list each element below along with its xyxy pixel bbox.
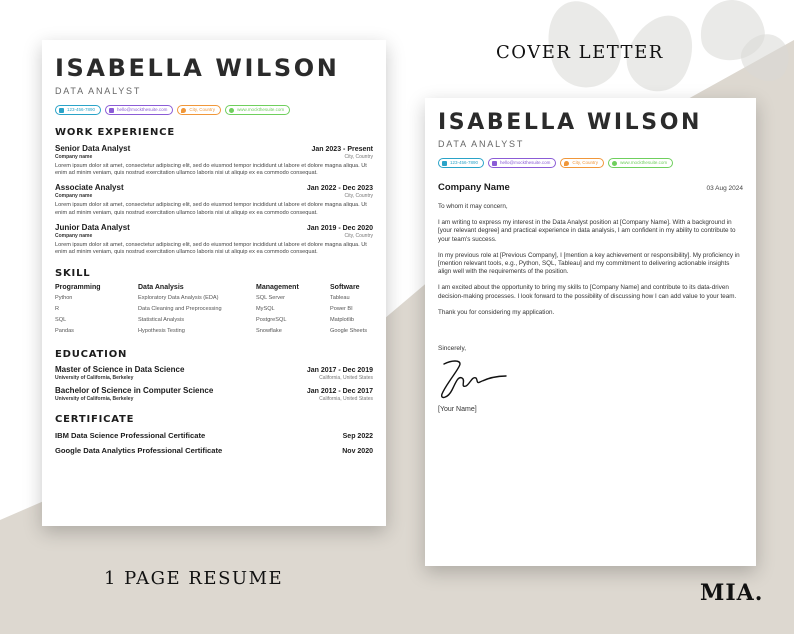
location-pin-icon xyxy=(564,161,569,166)
skill-heading: SKILL xyxy=(55,268,91,280)
degree-title: Bachelor of Science in Computer Science xyxy=(55,386,214,396)
skill-column xyxy=(330,284,373,337)
education-dates: Jan 2012 - Dec 2017 xyxy=(306,388,373,396)
location-contact: City, Country xyxy=(177,105,221,115)
education-header-row xyxy=(55,365,373,374)
letter-company-name: Company Name xyxy=(438,182,510,193)
skill-item: Python xyxy=(55,295,73,302)
email-contact: hello@mockthesuite.com xyxy=(488,158,556,168)
skill-item: Power BI xyxy=(330,306,353,313)
school-location: California, United States xyxy=(319,375,373,382)
job-header-row xyxy=(55,223,373,232)
job-dates: Jan 2023 - Present xyxy=(311,146,373,153)
job-meta-row xyxy=(55,153,373,160)
job-dates: Jan 2022 - Dec 2023 xyxy=(306,185,373,193)
skill-item: Tableau xyxy=(330,295,350,302)
job-header-row xyxy=(55,183,373,192)
education-dates: Jan 2017 - Dec 2019 xyxy=(306,367,373,375)
work-experience-heading: WORK EXPERIENCE xyxy=(55,127,175,138)
signature-image xyxy=(438,354,518,402)
certificate-date: Sep 2022 xyxy=(342,433,373,441)
certificate-row xyxy=(55,431,373,440)
skill-item: Statistical Analysis xyxy=(138,317,185,324)
website-contact: www.mockthesuite.com xyxy=(225,105,290,115)
phone-contact: 123-456-7890 xyxy=(438,158,484,168)
education-meta-row xyxy=(55,374,373,381)
one-page-resume-label: 1 PAGE RESUME xyxy=(104,568,284,589)
mail-icon xyxy=(109,108,114,113)
job-title: Associate Analyst xyxy=(55,183,124,193)
skills-grid xyxy=(55,284,373,337)
skill-category: Data Analysis xyxy=(138,284,184,292)
school-name: University of California, Berkeley xyxy=(55,396,134,403)
education-entry xyxy=(55,386,373,402)
letter-role: DATA ANALYST xyxy=(438,139,525,149)
job-meta-row xyxy=(55,192,373,199)
contact-bar xyxy=(438,158,743,168)
resume-page xyxy=(42,40,386,526)
school-name: University of California, Berkeley xyxy=(55,375,134,382)
skill-column xyxy=(138,284,256,337)
skill-category: Management xyxy=(256,284,299,292)
skill-item: Pandas xyxy=(55,328,74,335)
skill-item: Snowflake xyxy=(256,328,282,335)
skill-item: Google Sheets xyxy=(330,328,368,335)
letter-name: ISABELLA WILSON xyxy=(438,110,703,135)
skill-item: PostgreSQL xyxy=(256,317,287,324)
job-title: Junior Data Analyst xyxy=(55,222,130,232)
letter-paragraph: In my previous role at [Previous Company], I [mention a key achievement or responsibility]. My proficiency in [mention relevant tools, e.g., Python, SQL, Tableau] and my commitment to delivering actionable insights align well with the requirements of the position. xyxy=(438,251,740,276)
skill-item: SQL xyxy=(55,317,67,324)
website-contact: www.mockthesuite.com xyxy=(608,158,673,168)
certificate-heading: CERTIFICATE xyxy=(55,414,135,426)
job-location: City, Country xyxy=(344,193,373,200)
job-title: Senior Data Analyst xyxy=(55,144,131,153)
skill-item: Hypothesis Testing xyxy=(138,328,185,335)
email-contact: hello@mockthesuite.com xyxy=(105,105,173,115)
job-meta-row xyxy=(55,232,373,239)
job-location: City, Country xyxy=(344,154,373,160)
location-contact: City, Country xyxy=(560,158,604,168)
job-description: Lorem ipsum dolor sit amet, consectetur adipiscing elit, sed do eiusmod tempor incididunt ut labore et dolore magna aliqua. Ut enim ad minim veniam, quis nostrud exercitation ullamco laboris nisi ut aliquip ex ea commodo consequat. xyxy=(55,241,367,256)
skill-item: Matplotlib xyxy=(330,317,354,324)
phone-icon xyxy=(59,108,64,113)
resume-name: ISABELLA WILSON xyxy=(55,54,340,82)
certificate-date: Nov 2020 xyxy=(342,448,373,456)
cover-letter-page xyxy=(425,98,756,566)
education-heading: EDUCATION xyxy=(55,349,128,361)
skill-item: R xyxy=(55,306,60,313)
certificate-name: IBM Data Science Professional Certificate xyxy=(55,431,206,441)
skill-item: Data Cleaning and Preprocessing xyxy=(138,306,222,313)
contact-bar xyxy=(55,105,373,115)
phone-contact: 123-456-7890 xyxy=(55,105,101,115)
letter-paragraph: Thank you for considering my application. xyxy=(438,308,555,316)
job-dates: Jan 2019 - Dec 2020 xyxy=(306,224,373,232)
skill-item: MySQL xyxy=(256,306,275,313)
letter-date: 03 Aug 2024 xyxy=(706,185,743,192)
job-entry xyxy=(55,223,373,256)
skill-column xyxy=(256,284,330,337)
degree-title: Master of Science in Data Science xyxy=(55,365,185,375)
school-location: California, United States xyxy=(319,396,373,403)
certificate-row xyxy=(55,446,373,455)
job-location: City, Country xyxy=(344,232,373,239)
certificate-name: Google Data Analytics Professional Certificate xyxy=(55,446,223,456)
skill-category: Programming xyxy=(55,284,101,292)
letter-paragraph: I am writing to express my interest in the Data Analyst position at [Company Name]. With a background in [your relevant degree] and practical experience in data analysis, I am confident in my ability to contribute to your team's success. xyxy=(438,219,736,243)
job-header-row xyxy=(55,144,373,153)
cover-letter-label: COVER LETTER xyxy=(496,42,664,63)
link-icon xyxy=(612,161,617,166)
job-entry xyxy=(55,144,373,177)
resume-role: DATA ANALYST xyxy=(55,86,142,96)
skill-category: Software xyxy=(330,284,360,292)
mail-icon xyxy=(492,161,497,166)
brand-logo: MIA. xyxy=(700,580,764,606)
skill-item: SQL Server xyxy=(256,295,286,302)
job-description: Lorem ipsum dolor sit amet, consectetur adipiscing elit, sed do eiusmod tempor incididunt ut labore et dolore magna aliqua. Ut enim ad minim veniam, quis nostrud exercitation ullamco laboris nisi ut aliquip ex ea commodo consequat. xyxy=(55,202,367,216)
job-company: Company name xyxy=(55,232,93,239)
phone-icon xyxy=(442,161,447,166)
skill-item: Exploratory Data Analysis (EDA) xyxy=(138,295,219,302)
letter-greeting: To whom it may concern, xyxy=(438,203,508,210)
skill-column xyxy=(55,284,138,337)
link-icon xyxy=(229,108,234,113)
job-entry xyxy=(55,183,373,216)
job-company: Company name xyxy=(55,154,93,160)
letter-sincerely: Sincerely, xyxy=(438,345,467,353)
letter-paragraph: I am excited about the opportunity to bring my skills to [Company Name] and contribute to its data-driven decision-making processes. I look forward to the possibility of discussing how I can add value to your team. xyxy=(438,284,737,300)
job-description: Lorem ipsum dolor sit amet, consectetur adipiscing elit, sed do eiusmod tempor incididunt ut labore et dolore magna aliqua. Ut enim ad minim veniam, quis nostrud exercitation ullamco laboris nisi ut aliquip ex ea commodo consequat. xyxy=(55,163,367,177)
education-entry xyxy=(55,365,373,381)
letter-your-name: [Your Name] xyxy=(438,406,477,414)
job-company: Company name xyxy=(55,193,93,200)
education-header-row xyxy=(55,386,373,395)
location-pin-icon xyxy=(181,108,186,113)
education-meta-row xyxy=(55,395,373,402)
